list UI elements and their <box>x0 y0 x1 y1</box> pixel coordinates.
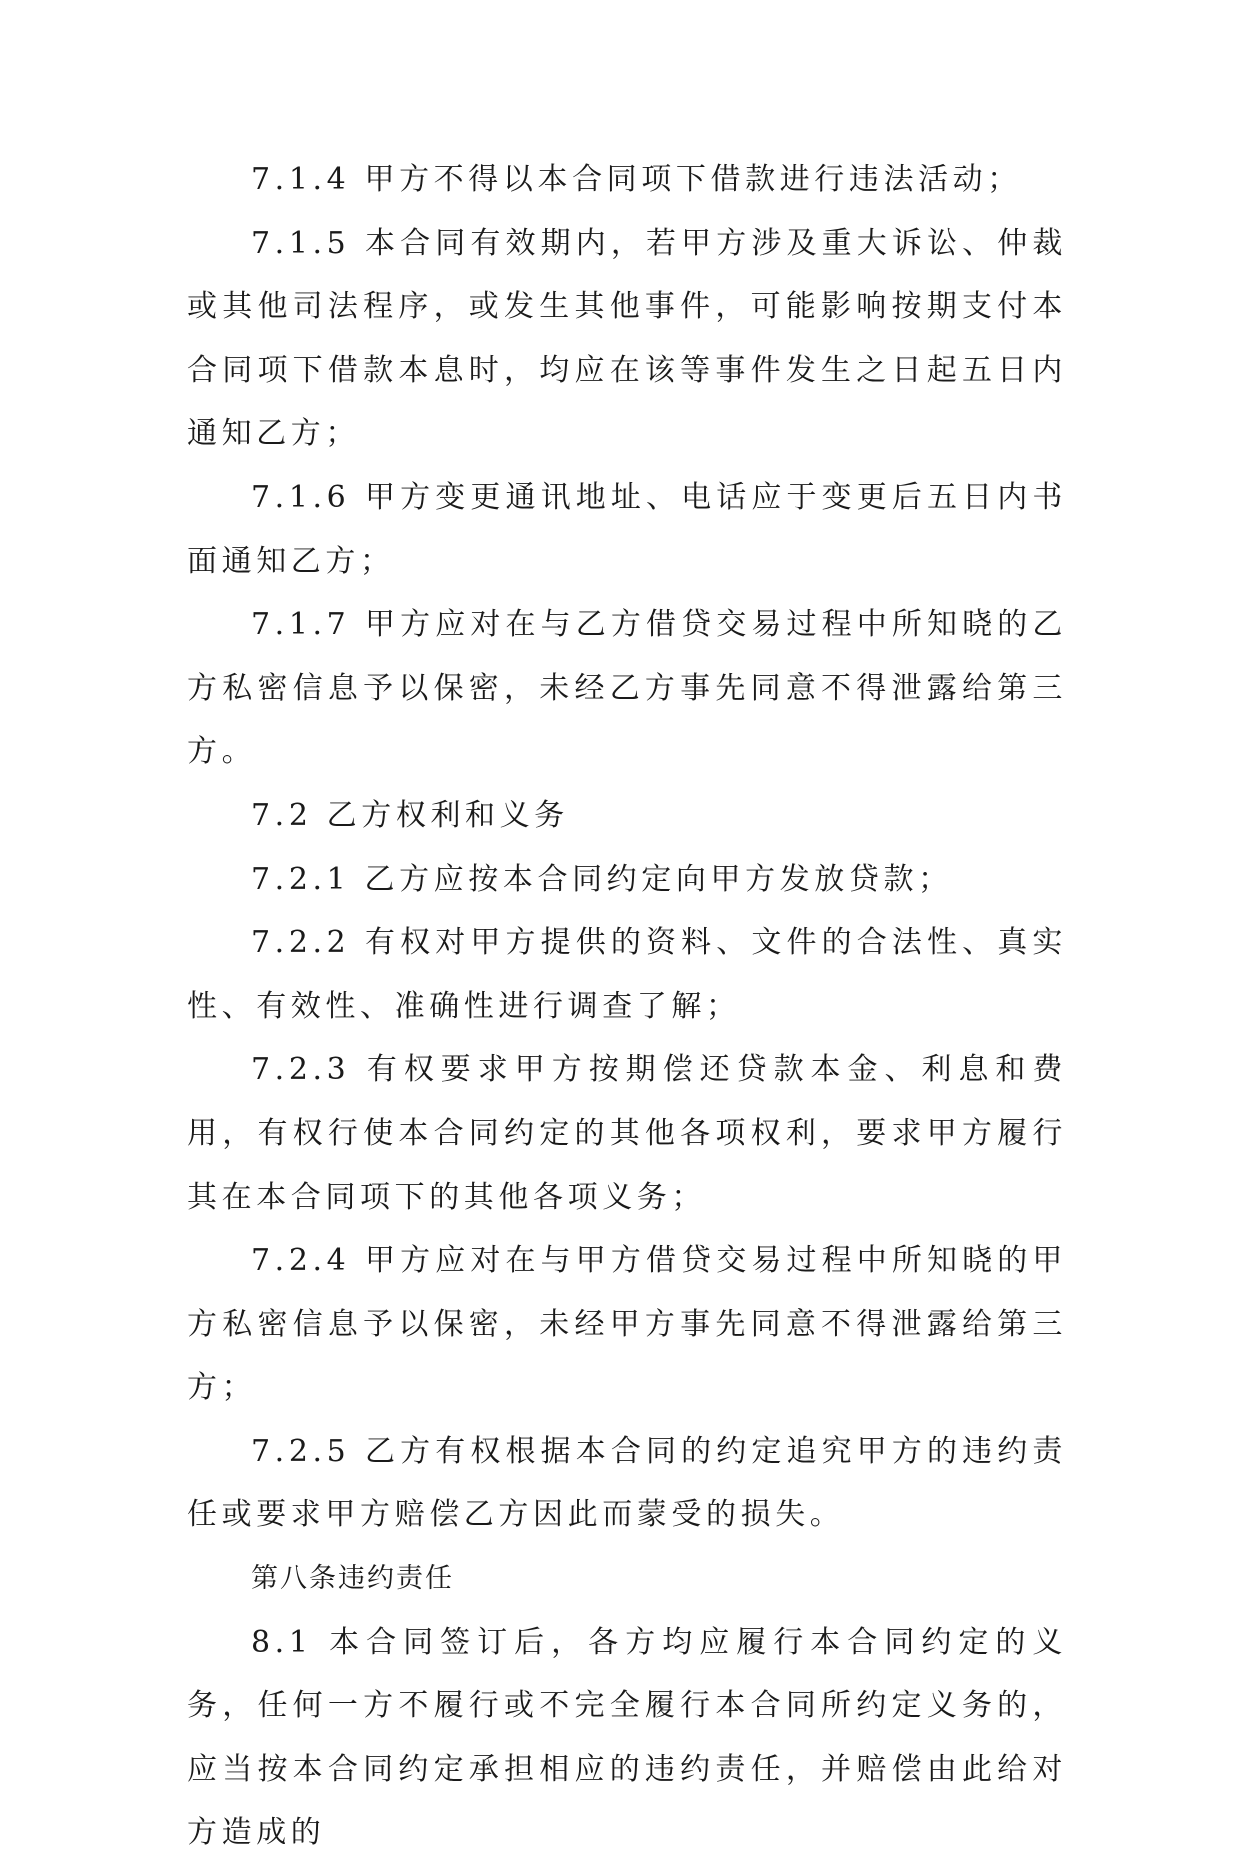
clause-7-2-2: 7.2.2 有权对甲方提供的资料、文件的合法性、真实性、有效性、准确性进行调查了解； <box>187 925 1067 1024</box>
clause-7-1-6: 7.1.6 甲方变更通讯地址、电话应于变更后五日内书面通知乙方； <box>187 479 1067 579</box>
clause-8-1: 8.1 本合同签订后，各方均应履行本合同约定的义务，任何一方不履行或不完全履行本合同所约定义务的，应当按本合同约定承担相应的违约责任，并赔偿由此给对方造成的 <box>187 1624 1067 1851</box>
clause-7-2-5: 7.2.5 乙方有权根据本合同的约定追究甲方的违约责任或要求甲方赔偿乙方因此而蒙受的损失。 <box>187 1433 1067 1533</box>
section-7-2-heading: 7.2 乙方权利和义务 <box>251 797 569 833</box>
article-8-heading: 第八条违约责任 <box>251 1563 454 1595</box>
clause-7-1-7: 7.1.7 甲方应对在与乙方借贷交易过程中所知晓的乙方私密信息予以保密，未经乙方事先同意不得泄露给第三方。 <box>187 607 1067 770</box>
document-page <box>187 148 1067 1865</box>
clause-7-2-1: 7.2.1 乙方应按本合同约定向甲方发放贷款； <box>251 861 953 897</box>
clause-7-2-4: 7.2.4 甲方应对在与甲方借贷交易过程中所知晓的甲方私密信息予以保密，未经甲方事先同意不得泄露给第三方； <box>187 1243 1067 1406</box>
clause-7-1-4: 7.1.4 甲方不得以本合同项下借款进行违法活动； <box>251 162 1022 197</box>
clause-7-1-5: 7.1.5 本合同有效期内，若甲方涉及重大诉讼、仲裁或其他司法程序，或发生其他事件，可能影响按期支付本合同项下借款本息时，均应在该等事件发生之日起五日内通知乙方； <box>187 225 1067 452</box>
clause-7-2-3: 7.2.3 有权要求甲方按期偿还贷款本金、利息和费用，有权行使本合同约定的其他各项权利，要求甲方履行其在本合同项下的其他各项义务； <box>187 1052 1067 1215</box>
